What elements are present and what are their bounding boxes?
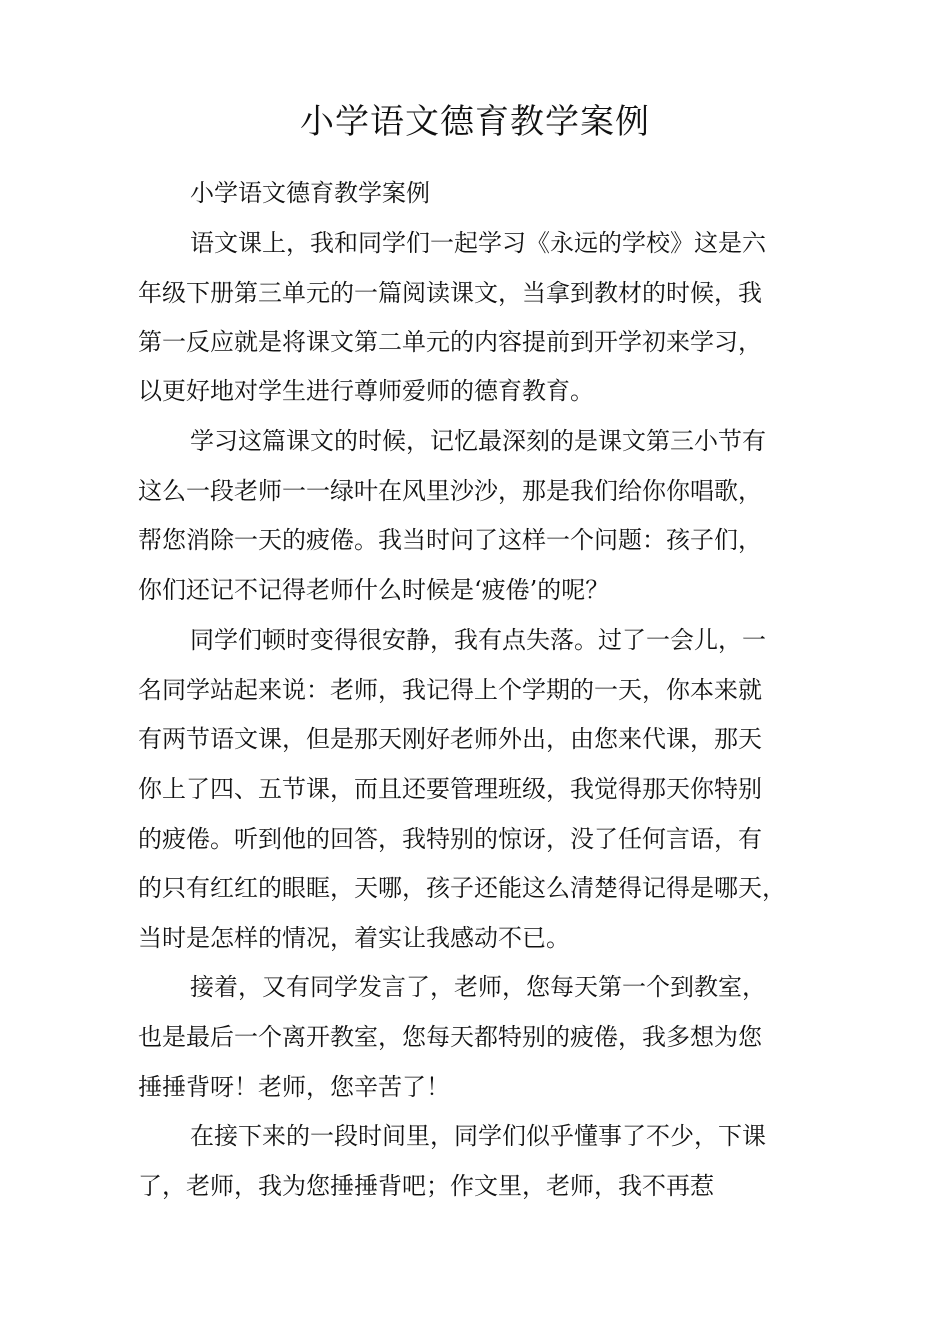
paragraph-line: 帮您消除一天的疲倦。我当时问了这样一个问题：孩子们， bbox=[138, 526, 762, 554]
paragraph-line: 学习这篇课文的时候，记忆最深刻的是课文第三小节有 bbox=[190, 427, 766, 455]
paragraph-line: 这么一段老师一一绿叶在风里沙沙，那是我们给你你唱歌， bbox=[138, 477, 762, 505]
paragraph-line: 名同学站起来说：老师，我记得上个学期的一天，你本来就 bbox=[138, 676, 762, 704]
paragraph-line: 在接下来的一段时间里，同学们似乎懂事了不少，下课 bbox=[190, 1122, 766, 1150]
paragraph-line: 同学们顿时变得很安静，我有点失落。过了一会儿，一 bbox=[190, 626, 766, 654]
paragraph-line: 的疲倦。听到他的回答，我特别的惊讶，没了任何言语，有 bbox=[138, 825, 762, 853]
paragraph-line: 年级下册第三单元的一篇阅读课文，当拿到教材的时候，我 bbox=[138, 279, 762, 307]
paragraph-line: 你们还记不记得老师什么时候是‘疲倦’的呢？ bbox=[138, 576, 610, 604]
document-title: 小学语文德育教学案例 bbox=[300, 102, 650, 142]
paragraph-line: 也是最后一个离开教室，您每天都特别的疲倦，我多想为您 bbox=[138, 1023, 762, 1051]
paragraph-line: 接着，又有同学发言了，老师，您每天第一个到教室， bbox=[190, 973, 766, 1001]
paragraph-line: 有两节语文课，但是那天刚好老师外出，由您来代课，那天 bbox=[138, 725, 762, 753]
paragraph-line: 了，老师，我为您捶捶背吧；作文里，老师，我不再惹 bbox=[138, 1172, 714, 1200]
paragraph-line: 捶捶背呀！老师，您辛苦了！ bbox=[138, 1073, 450, 1101]
paragraph-line: 的只有红红的眼眶，天哪，孩子还能这么清楚得记得是哪天， bbox=[138, 874, 786, 902]
paragraph-line: 以更好地对学生进行尊师爱师的德育教育。 bbox=[138, 377, 594, 405]
paragraph-line: 语文课上，我和同学们一起学习《永远的学校》这是六 bbox=[190, 229, 766, 257]
paragraph-line: 当时是怎样的情况，着实让我感动不已。 bbox=[138, 924, 570, 952]
paragraph-line: 第一反应就是将课文第二单元的内容提前到开学初来学习， bbox=[138, 328, 762, 356]
paragraph-line: 你上了四、五节课，而且还要管理班级，我觉得那天你特别 bbox=[138, 775, 762, 803]
paragraph-heading-line: 小学语文德育教学案例 bbox=[190, 179, 430, 207]
